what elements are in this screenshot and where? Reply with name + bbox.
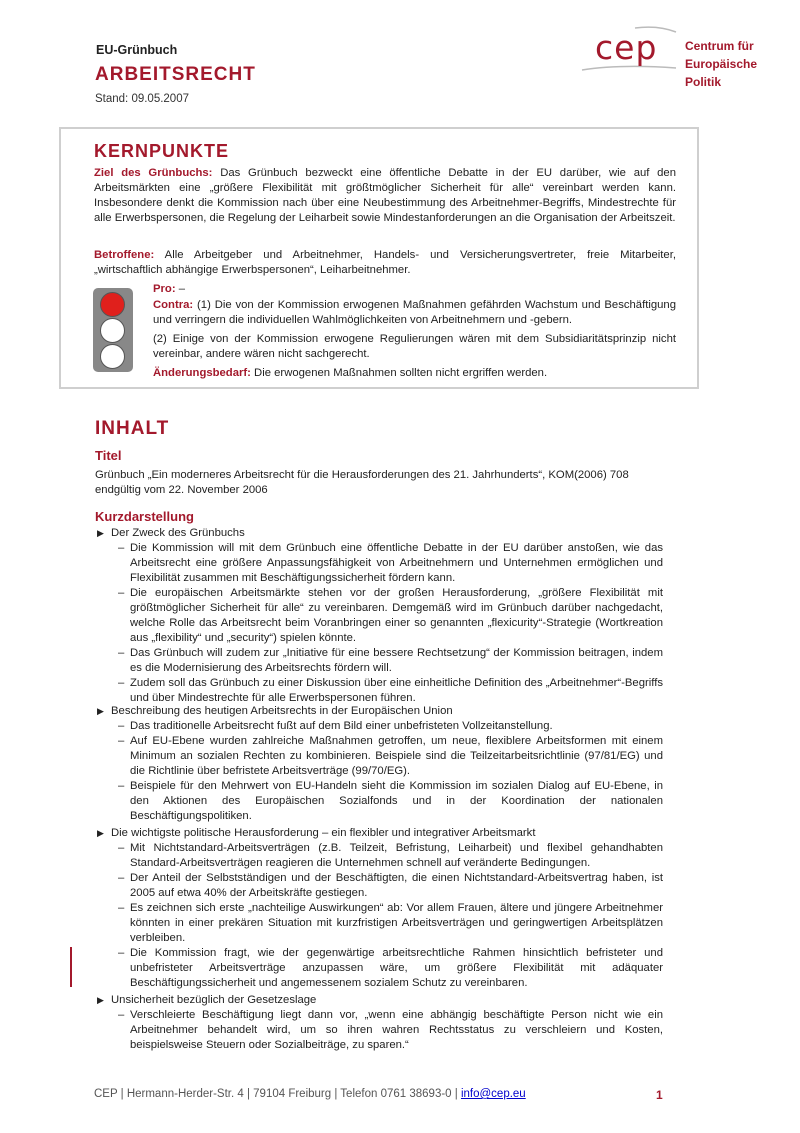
dash-marker: – xyxy=(118,735,125,747)
dash-marker: – xyxy=(118,947,125,959)
list-item xyxy=(97,526,667,541)
logo-line: Centrum für xyxy=(685,39,754,53)
kernpunkte-heading: KERNPUNKTE xyxy=(94,141,230,161)
dash-marker: – xyxy=(118,780,125,792)
document-date: Stand: 09.05.2007 xyxy=(95,93,189,105)
logo-line: Politik xyxy=(685,75,722,89)
document-type: EU-Grünbuch xyxy=(96,43,178,57)
dash-marker: – xyxy=(118,872,125,884)
betroffene-label: Betroffene: xyxy=(94,249,155,261)
sub-list-item-text: Das Grünbuch will zudem zur „Initiative für eine bessere Rechtsetzung“ der Kommission beitragen, indem es die Modernisierung des Arbeitsrechts fördern will. xyxy=(130,647,663,674)
betroffene-text: Alle Arbeitgeber und Arbeitnehmer, Handels- und Versicherungsvertreter, freie Mitarbeiter, „wirtschaftlich abhängige Erwerbspersonen“, Leiharbeitnehmer. xyxy=(94,249,676,276)
sub-list-item xyxy=(118,719,665,734)
list-item xyxy=(97,826,667,841)
pro-paragraph xyxy=(153,282,676,297)
sub-list-item-text: Das traditionelle Arbeitsrecht fußt auf dem Bild einer unbefristeten Vollzeitanstellung. xyxy=(130,720,553,732)
sub-list-item-text: Beispiele für den Mehrwert von EU-Handeln sieht die Kommission im sozialen Dialog auf EU-Ebene, in den Aktionen des Europäischen Sozialfonds und in der Koordination der nationalen Beschäftigungspolitiken. xyxy=(130,780,663,822)
dash-marker: – xyxy=(118,1009,125,1021)
traffic-light-yellow xyxy=(100,318,125,343)
pro-text: – xyxy=(175,283,186,295)
traffic-light-green xyxy=(100,344,125,369)
sub-list-item xyxy=(118,841,665,871)
sub-list-item xyxy=(118,676,665,706)
kurzdarstellung-heading: Kurzdarstellung xyxy=(95,509,194,524)
sub-list-item-text: Verschleierte Beschäftigung liegt dann vor, „wenn eine abhängig beschäftigte Person nicht wie ein Arbeitnehmer behandelt wird, um so ihren wahren Rechtsstatus zu verschleiern und Kosten, beispielsweise Steuern oder Sozialbeiträge, zu sparen.“ xyxy=(130,1009,663,1051)
ziel-label: Ziel des Grünbuchs: xyxy=(94,167,213,179)
bullet-arrow-icon: ▶ xyxy=(97,528,104,538)
sub-list-item-text: Zudem soll das Grünbuch zu einer Diskussion über eine einheitliche Definition des „Arbeitnehmer“-Begriffs und über Mindestrechte für alle Erwerbspersonen führen. xyxy=(130,677,663,704)
sub-list-item xyxy=(118,946,665,991)
traffic-light-red xyxy=(100,292,125,317)
ziel-text: Das Grünbuch bezweckt eine öffentliche Debatte in der EU darüber, wie auf den Arbeitsmärkten eine „größere Flexibilität mit größtmöglicher Sicherheit für alle“ vereinbart werden kann. Insbesondere denkt die Kommission nach über eine Neubestimmung des Arbeitnehmer-Begriffs, Mindestrechte für alle Erwerbspersonen, die Regelung der Leiharbeit sowie Mindestanforderungen an die Organisation der Arbeitszeit. xyxy=(94,167,676,224)
contra-paragraph-2: (2) Einige von der Kommission erwogene Regulierungen wären mit dem Subsidiaritätsprinzip nicht vereinbar, andere wären nicht sachgerecht. xyxy=(153,333,676,360)
footer-email-link[interactable]: info@cep.eu xyxy=(460,1088,526,1100)
page-number: 1 xyxy=(656,1088,663,1102)
aenderung-label: Änderungsbedarf: xyxy=(153,367,251,379)
inhalt-heading: INHALT xyxy=(95,418,170,439)
bullet-arrow-icon: ▶ xyxy=(97,828,104,838)
traffic-light-icon xyxy=(93,288,133,372)
titel-heading: Titel xyxy=(95,448,122,463)
list-item-text: Beschreibung des heutigen Arbeitsrechts in der Europäischen Union xyxy=(111,705,453,717)
list-item xyxy=(97,704,667,719)
dash-marker: – xyxy=(118,677,125,689)
bullet-arrow-icon: ▶ xyxy=(97,995,104,1005)
dash-marker: – xyxy=(118,647,125,659)
sub-list-item-text: Es zeichnen sich erste „nachteilige Auswirkungen“ ab: Vor allem Frauen, ältere und jüngere Arbeitnehmer könnten in einer prekären Situation mit kurzfristigen Arbeitsverträgen und geringwertigen Arbeitsplätzen verbleiben. xyxy=(130,902,663,944)
contra-text: (1) Die von der Kommission erwogenen Maßnahmen gefährden Wachstum und Beschäftigung und verringern die individuellen Wahlmöglichkeiten von Arbeitnehmern und -gebern. xyxy=(153,299,676,326)
sub-list-item-text: Der Anteil der Selbstständigen und der Beschäftigten, die einen Nichtstandard-Arbeitsvertrag haben, ist 2005 auf etwa 40% der Arbeitskräfte gestiegen. xyxy=(130,872,663,899)
sub-list-item-text: Auf EU-Ebene wurden zahlreiche Maßnahmen getroffen, um neue, flexiblere Arbeitsformen mit einem Minimum an sozialen Rechten zu kombinieren. Beispiele sind die Teilzeitarbeitsrichtlinie (97/81/EG) und die Richtlinie über befristete Arbeitsverträge (99/70/EG). xyxy=(130,735,663,777)
sub-list-item-text: Die europäischen Arbeitsmärkte stehen vor der großen Herausforderung, „größere Flexibilität mit größtmöglicher Sicherheit für alle“ zu vereinbaren. Demgemäß wird im Grünbuch darüber nachgedacht, welche Rolle das Arbeitsrecht beim Voranbringen einer so genannten „flexicurity“-Strategie (Wortkreation aus „flexibility“ und „security“) spielen könnte. xyxy=(130,587,663,644)
aenderung-text: Die erwogenen Maßnahmen sollten nicht ergriffen werden. xyxy=(250,367,548,379)
logo-mark: cep xyxy=(595,28,658,67)
dash-marker: – xyxy=(118,902,125,914)
sub-list-item xyxy=(118,779,665,824)
pro-label: Pro: xyxy=(153,283,176,295)
sub-list-item-text: Mit Nichtstandard-Arbeitsverträgen (z.B. Teilzeit, Befristung, Leiharbeit) und flexibel gehandhabten Standard-Arbeitsverträgen reagieren die Unternehmen schnell auf veränderte Bedingungen. xyxy=(130,842,663,869)
list-item xyxy=(97,993,667,1008)
sub-list-item xyxy=(118,1008,665,1053)
cep-logo xyxy=(580,22,770,92)
betroffene-paragraph xyxy=(94,248,676,278)
logo-text xyxy=(685,37,757,91)
list-item-text: Der Zweck des Grünbuchs xyxy=(111,527,245,539)
dash-marker: – xyxy=(118,842,125,854)
dash-marker: – xyxy=(118,542,125,554)
footer-address: CEP | Hermann-Herder-Str. 4 | 79104 Freiburg | Telefon 0761 38693-0 | xyxy=(94,1088,461,1100)
margin-marker xyxy=(70,947,72,987)
sub-list-item xyxy=(118,901,665,946)
dash-marker: – xyxy=(118,720,125,732)
sub-list-item xyxy=(118,871,665,901)
list-item-text: Die wichtigste politische Herausforderung – ein flexibler und integrativer Arbeitsmarkt xyxy=(111,827,536,839)
titel-text: Grünbuch „Ein moderneres Arbeitsrecht für die Herausforderungen des 21. Jahrhunderts“, KOM(2006) 708 endgültig vom 22. November 2006 xyxy=(95,469,629,496)
sub-list-item xyxy=(118,586,665,646)
sub-list-item xyxy=(118,541,665,586)
logo-line: Europäische xyxy=(685,57,758,71)
sub-list-item xyxy=(118,646,665,676)
dash-marker: – xyxy=(118,587,125,599)
list-item-text: Unsicherheit bezüglich der Gesetzeslage xyxy=(111,994,317,1006)
aenderung-paragraph xyxy=(153,366,676,381)
contra-label: Contra: xyxy=(153,299,194,311)
bullet-arrow-icon: ▶ xyxy=(97,706,104,716)
document-title: ARBEITSRECHT xyxy=(95,64,256,85)
sub-list-item-text: Die Kommission will mit dem Grünbuch eine öffentliche Debatte in der EU darüber anstoßen, wie das Arbeitsrecht eine größere Anpassungsfähigkeit von Arbeitnehmern und Unternehmen ermöglichen und Flexibilität zusammen mit Beschäftigungssicherheit fördern kann. xyxy=(130,542,663,584)
ziel-paragraph xyxy=(94,166,676,226)
sub-list-item xyxy=(118,734,665,779)
sub-list-item-text: Die Kommission fragt, wie der gegenwärtige arbeitsrechtliche Rahmen hinsichtlich befristeter und unbefristeter Arbeitsverträge anzupassen wäre, um größere Flexibilität mit adäquater Beschäftigungssicherheit und angemessenem sozialem Schutz zu vereinbaren. xyxy=(130,947,663,989)
contra-paragraph xyxy=(153,298,676,328)
footer xyxy=(94,1088,526,1100)
